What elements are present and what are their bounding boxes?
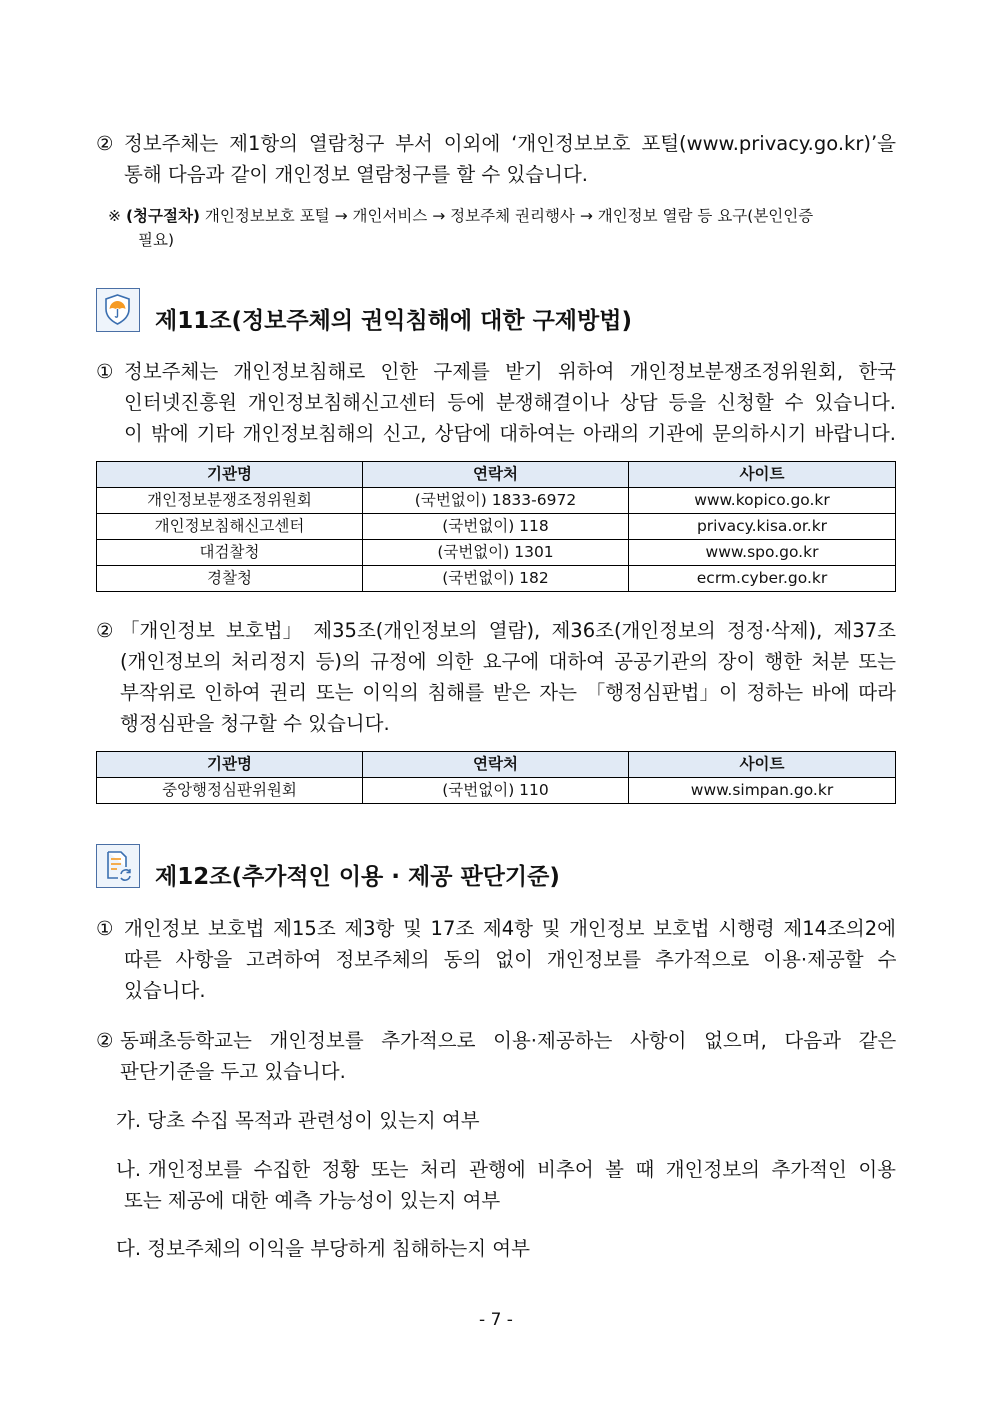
criteria-item-da <box>116 1233 530 1264</box>
item-label: 나. <box>116 1158 142 1181</box>
table-row <box>97 488 896 514</box>
paragraph-line: 개인정보 보호법 제15조 제3항 및 17조 제4항 및 개인정보 보호법 시행령 제14조의2에 <box>124 917 896 940</box>
table-header: 연락처 <box>363 462 629 488</box>
table-cell: privacy.kisa.or.kr <box>629 514 896 540</box>
document-refresh-icon <box>97 845 138 886</box>
table-cell: (국번없이) 1301 <box>363 540 629 566</box>
paragraph-line: 이 밖에 기타 개인정보침해의 신고, 상담에 대하여는 아래의 기관에 문의하시기 바랍니다. <box>124 422 896 445</box>
item-text: 또는 제공에 대한 예측 가능성이 있는지 여부 <box>124 1189 501 1212</box>
article-11-title: 제11조(정보주체의 권익침해에 대한 구제방법) <box>155 308 632 334</box>
paragraph-line: 동패초등학교는 개인정보를 추가적으로 이용·제공하는 사항이 없으며, 다음과 같은 <box>120 1029 897 1052</box>
paragraph-line: 행정심판을 청구할 수 있습니다. <box>120 712 390 735</box>
table-row <box>97 778 896 804</box>
table-row <box>97 566 896 592</box>
paragraph-line: 정보주체는 제1항의 열람청구 부서 이외에 ‘개인정보보호 포털(www.privacy.go.kr)’을 <box>124 132 896 155</box>
item-text: 당초 수집 목적과 관련성이 있는지 여부 <box>147 1109 480 1132</box>
paragraph-12-2 <box>96 1025 896 1087</box>
table-cell: 경찰청 <box>97 566 363 592</box>
table-header-row <box>97 752 896 778</box>
note-text-cont: 필요) <box>138 231 174 249</box>
umbrella-shield-icon <box>97 289 138 330</box>
note-text: 개인정보보호 포털 → 개인서비스 → 정보주체 권리행사 → 개인정보 열람 등 요구(본인인증 <box>200 207 814 225</box>
paragraph-line: 부작위로 인하여 권리 또는 이익의 침해를 받은 자는 「행정심판법」이 정하는 바에 따라 <box>120 681 896 704</box>
table-cell: www.kopico.go.kr <box>629 488 896 514</box>
article-12-title: 제12조(추가적인 이용 · 제공 판단기준) <box>155 864 560 890</box>
article-11-icon-box <box>96 288 140 332</box>
table-cell: www.simpan.go.kr <box>629 778 896 804</box>
item-text: 정보주체의 이익을 부당하게 침해하는지 여부 <box>147 1237 530 1260</box>
item-label: 가. <box>116 1109 142 1132</box>
paragraph-marker: ② <box>96 132 114 155</box>
table-cell: (국번없이) 118 <box>363 514 629 540</box>
paragraph-11-2 <box>96 615 896 739</box>
complaint-agency-table <box>96 461 896 592</box>
table-header: 기관명 <box>97 752 363 778</box>
table-header: 연락처 <box>363 752 629 778</box>
item-text: 개인정보를 수집한 정황 또는 처리 관행에 비추어 볼 때 개인정보의 추가적인 이용 <box>148 1158 896 1181</box>
criteria-item-na <box>116 1154 896 1216</box>
note-label: (청구절차) <box>125 207 200 225</box>
paragraph-marker: ① <box>96 360 114 383</box>
table-header: 사이트 <box>629 752 896 778</box>
table-cell: www.spo.go.kr <box>629 540 896 566</box>
item-label: 다. <box>116 1237 142 1260</box>
paragraph-marker: ② <box>96 619 114 642</box>
paragraph-marker: ① <box>96 917 114 940</box>
table-row <box>97 514 896 540</box>
paragraph-line: 있습니다. <box>124 979 206 1002</box>
note-mark: ※ <box>108 207 121 225</box>
criteria-item-ga <box>116 1105 480 1136</box>
administrative-appeal-table <box>96 751 896 804</box>
table-cell: 중앙행정심판위원회 <box>97 778 363 804</box>
paragraph-12-1 <box>96 913 896 1006</box>
table-header: 사이트 <box>629 462 896 488</box>
paragraph-line: (개인정보의 처리정지 등)의 규정에 의한 요구에 대하여 공공기관의 장이 행한 처분 또는 <box>120 650 896 673</box>
paragraph-line: 통해 다음과 같이 개인정보 열람청구를 할 수 있습니다. <box>124 163 589 186</box>
paragraph-line: 인터넷진흥원 개인정보침해신고센터 등에 분쟁해결이나 상담 등을 신청할 수 있습니다. <box>124 391 896 414</box>
paragraph-line: 판단기준을 두고 있습니다. <box>120 1060 346 1083</box>
paragraph-line: 「개인정보 보호법」 제35조(개인정보의 열람), 제36조(개인정보의 정정·삭제), 제37조 <box>120 619 896 642</box>
table-cell: (국번없이) 110 <box>363 778 629 804</box>
table-cell: ecrm.cyber.go.kr <box>629 566 896 592</box>
table-header-row <box>97 462 896 488</box>
table-row <box>97 540 896 566</box>
table-cell: 개인정보침해신고센터 <box>97 514 363 540</box>
table-cell: 대검찰청 <box>97 540 363 566</box>
article-12-icon-box <box>96 844 140 888</box>
table-cell: (국번없이) 1833-6972 <box>363 488 629 514</box>
table-header: 기관명 <box>97 462 363 488</box>
table-cell: (국번없이) 182 <box>363 566 629 592</box>
paragraph-line: 정보주체는 개인정보침해로 인한 구제를 받기 위하여 개인정보분쟁조정위원회, 한국 <box>124 360 896 383</box>
page-number: - 7 - <box>479 1310 513 1330</box>
paragraph-marker: ② <box>96 1029 114 1052</box>
paragraph-11-1 <box>96 356 896 449</box>
paragraph-10-2 <box>96 128 896 190</box>
table-cell: 개인정보분쟁조정위원회 <box>97 488 363 514</box>
paragraph-line: 따른 사항을 고려하여 정보주체의 동의 없이 개인정보를 추가적으로 이용·제공할 수 <box>124 948 897 971</box>
procedure-note <box>108 204 898 252</box>
